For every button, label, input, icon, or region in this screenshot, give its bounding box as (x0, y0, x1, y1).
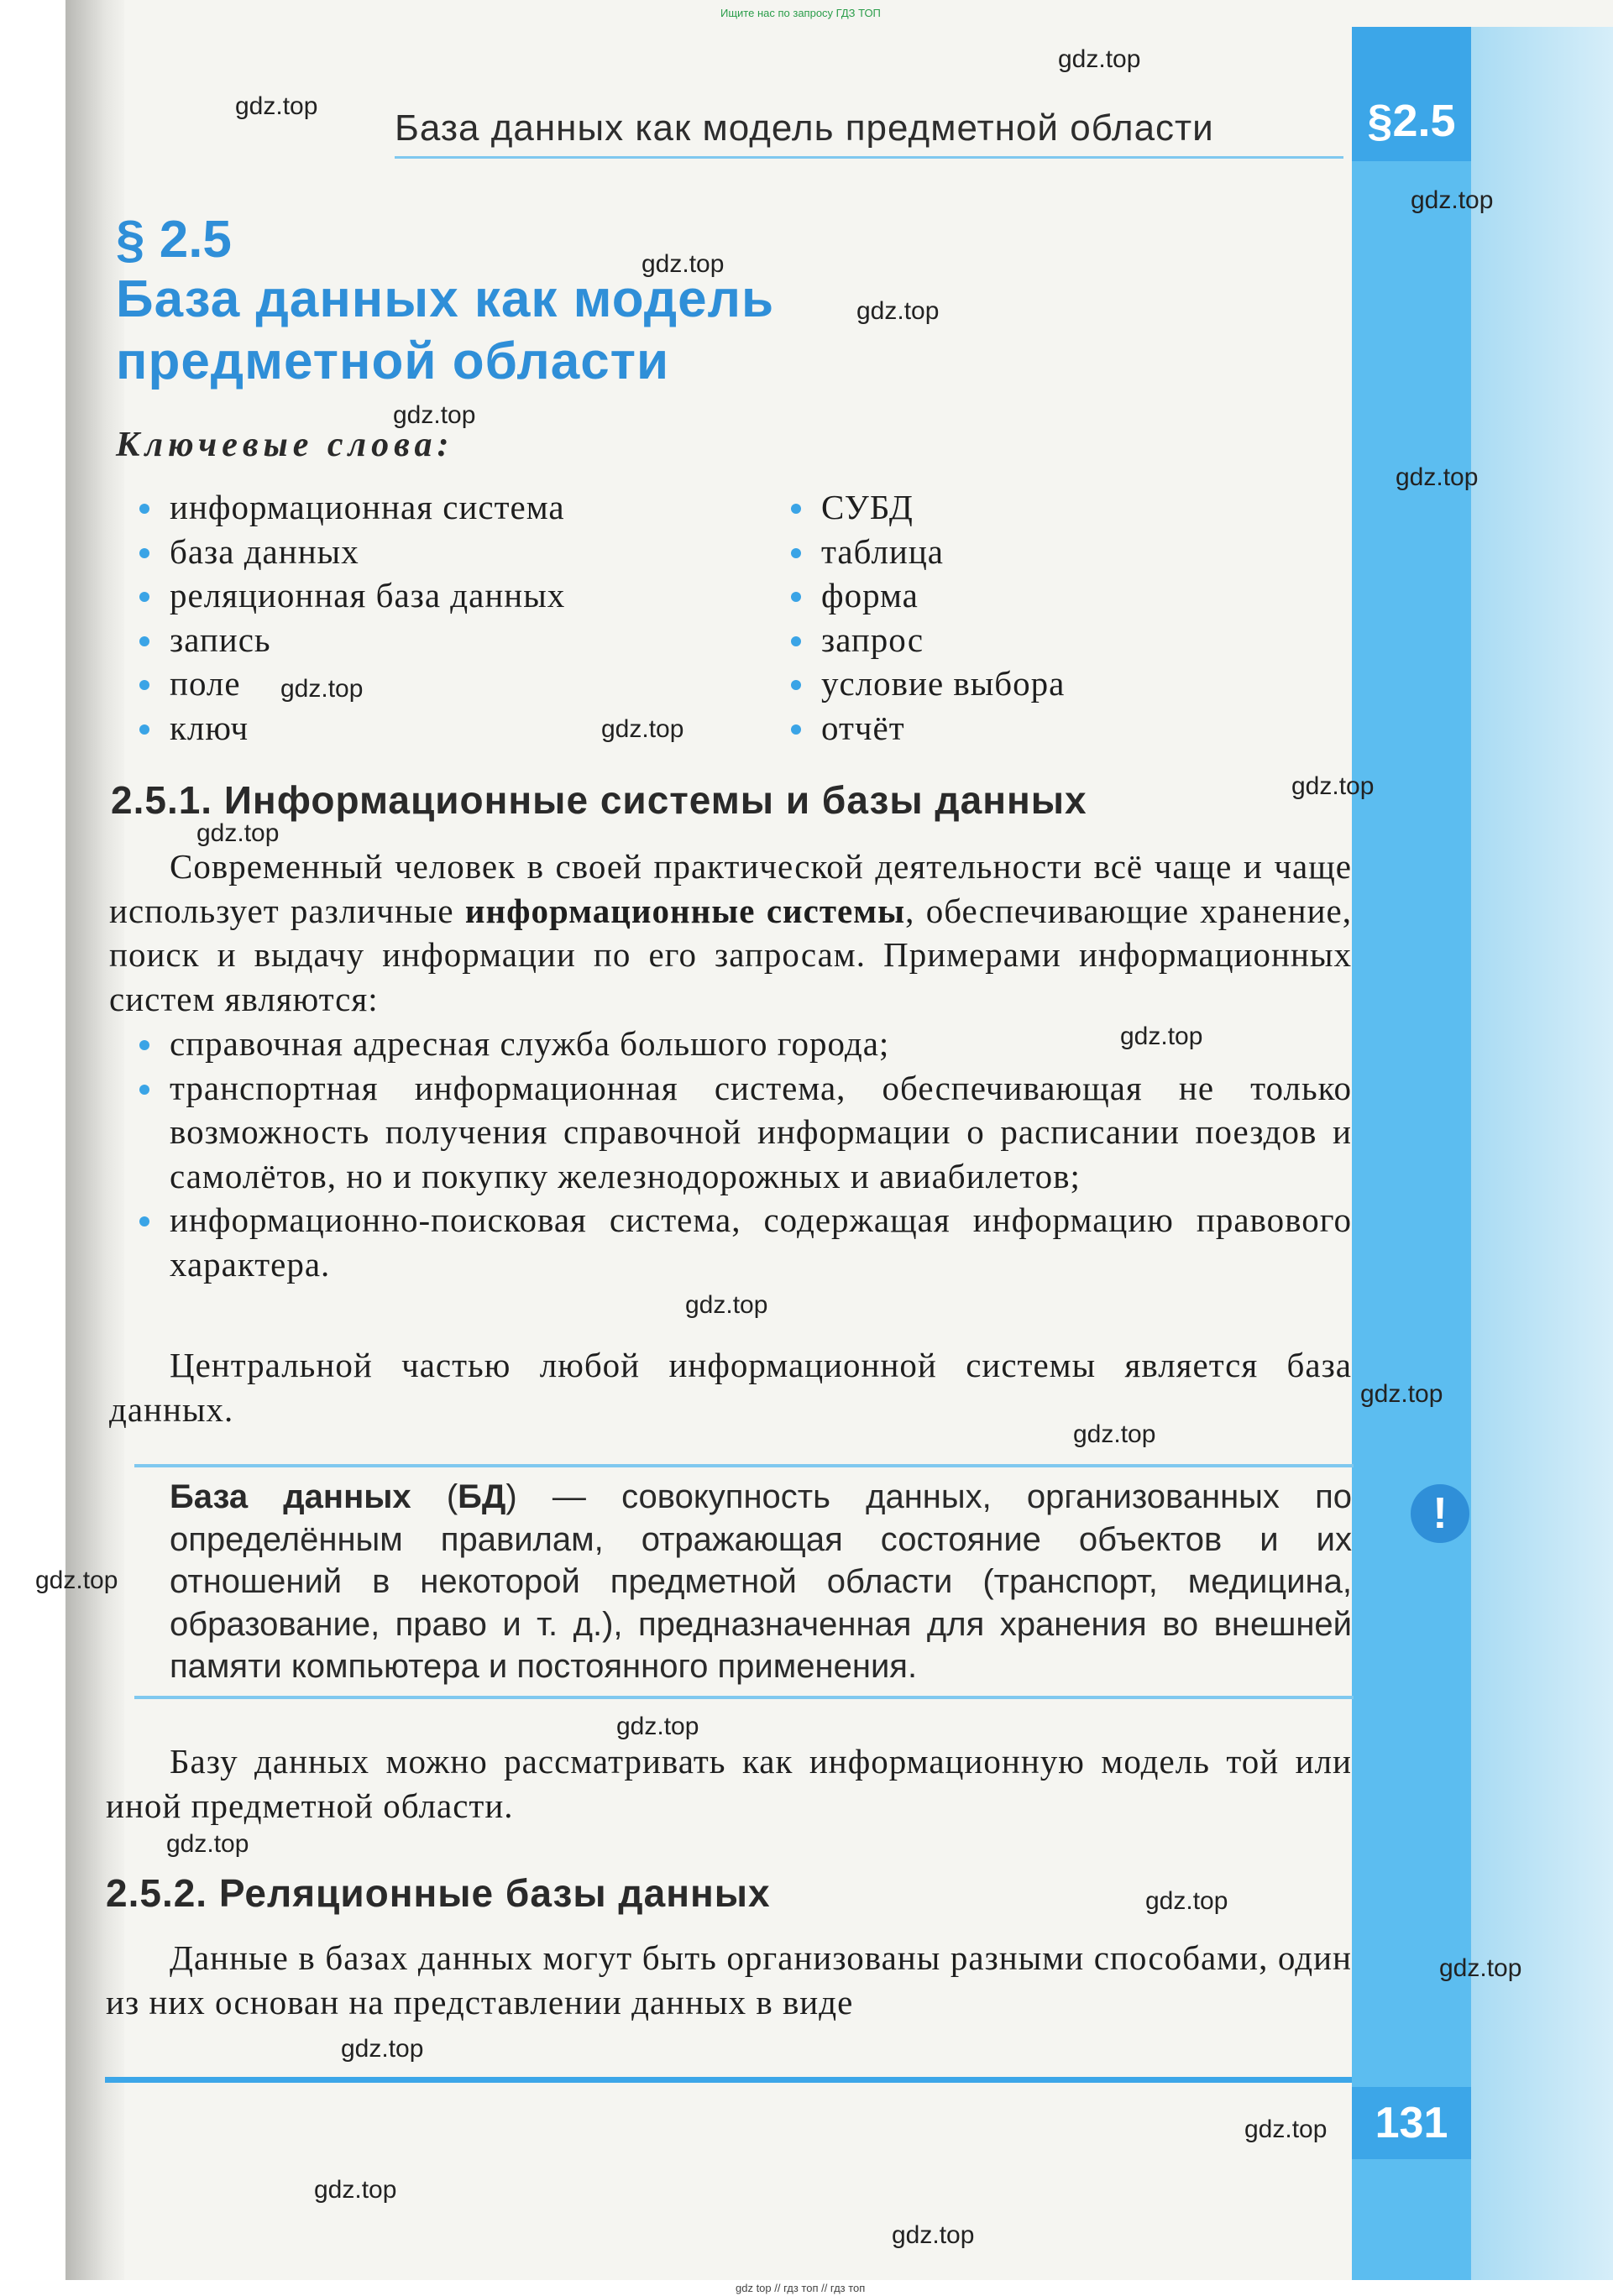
paragraph-1-end: , обеспечивающие хранение, поиск и выдачу информации по его запросам. Примерами информационных систем являются: (109, 891, 1352, 1018)
keyword-item: реляционная база данных (136, 573, 565, 618)
paragraph-2: Центральной частью любой информационной системы является база данных. (109, 1346, 1352, 1429)
watermark: gdz.top (1073, 1420, 1156, 1448)
definition-bottom-rule (134, 1696, 1354, 1699)
example-item: информационно-поисковая система, содержащая информацию правового характера. (136, 1198, 1352, 1286)
example-item: транспортная информационная система, обеспечивающая не только возможность получения справочной информации о расписании поездов и самолётов, но и покупку железнодорожных и авиабилетов; (136, 1066, 1352, 1199)
section-number: § 2.5 (116, 211, 232, 269)
watermark: gdz.top (642, 250, 725, 278)
paragraph-1-start: Современный человек в своей практической деятельности всё чаще и чаще использует различные (109, 847, 1352, 930)
watermark: gdz.top (393, 401, 476, 429)
paragraph-3: Базу данных можно рассматривать как информационную модель той или иной предметной области. (106, 1742, 1352, 1825)
watermark: gdz.top (196, 819, 280, 847)
examples-list (136, 1022, 1352, 1287)
paragraph-4: Данные в базах данных могут быть организованы разными способами, один из них основан на представлении данных в виде (106, 1938, 1352, 2021)
watermark: gdz.top (280, 675, 364, 703)
watermark: gdz.top (616, 1713, 699, 1740)
paragraph-1-term: информационные системы (464, 891, 906, 930)
running-header: База данных как модель предметной области (395, 107, 1214, 149)
example-item: справочная адресная служба большого города; (136, 1022, 1352, 1066)
keyword-item: ключ (136, 706, 565, 751)
keyword-item: таблица (788, 530, 1065, 574)
watermark: gdz.top (601, 715, 684, 743)
watermark: gdz.top (1244, 2116, 1328, 2143)
watermark: gdz.top (166, 1830, 249, 1858)
watermark: gdz.top (314, 2176, 397, 2204)
top-banner[interactable]: Ищите нас по запросу ГДЗ ТОП (720, 7, 881, 19)
watermark: gdz.top (1120, 1022, 1203, 1050)
exclamation-icon: ! (1411, 1484, 1469, 1543)
keyword-item: запись (136, 618, 565, 662)
definition-box: База данных (БД) — совокупность данных, организованных по определённым правилам, отражающая состояние объектов и их отношений в некоторой предметной области (транспорт, медицина, образование, право и т. д.), предназначенная для хранения во внешней памяти компьютера и постоянного применения. (170, 1478, 1353, 1685)
side-strip (1352, 27, 1471, 2280)
keyword-item: информационная система (136, 485, 565, 530)
watermark: gdz.top (1411, 186, 1494, 214)
keyword-item: отчёт (788, 706, 1065, 751)
definition-abbr: БД (458, 1478, 506, 1515)
keyword-item: база данных (136, 530, 565, 574)
keyword-item: условие выбора (788, 662, 1065, 706)
definition-top-rule (134, 1464, 1354, 1467)
watermark: gdz.top (235, 92, 318, 120)
watermark: gdz.top (1396, 463, 1479, 491)
definition-term: База данных (170, 1478, 411, 1515)
bottom-rule (105, 2077, 1352, 2083)
subsection-title-1: 2.5.1. Информационные системы и базы данных (111, 778, 1087, 822)
watermark: gdz.top (1291, 772, 1375, 800)
keyword-item: форма (788, 573, 1065, 618)
watermark: gdz.top (1058, 45, 1141, 73)
header-divider (395, 156, 1343, 159)
keyword-item: СУБД (788, 485, 1065, 530)
watermark: gdz.top (341, 2035, 424, 2063)
section-title: База данных как модель предметной области (116, 270, 775, 390)
watermark: gdz.top (35, 1566, 118, 1594)
watermark: gdz.top (856, 297, 940, 325)
side-strip-edge (1471, 27, 1613, 2280)
keywords-left-list (136, 485, 565, 751)
section-tab: §2.5 (1367, 96, 1456, 146)
paragraph-1 (109, 845, 1352, 1021)
watermark: gdz.top (1439, 1954, 1522, 1982)
watermark: gdz.top (1145, 1887, 1228, 1915)
keyword-item: поле (136, 662, 565, 706)
keywords-title: Ключевые слова: (116, 426, 454, 464)
watermark: gdz.top (892, 2221, 975, 2249)
page-number: 131 (1375, 2099, 1448, 2147)
keyword-item: запрос (788, 618, 1065, 662)
subsection-title-2: 2.5.2. Реляционные базы данных (106, 1871, 771, 1915)
watermark: gdz.top (1360, 1380, 1443, 1408)
definition-text: — совокупность данных, организованных по определённым правилам, отражающая состояние объектов и их отношений в некоторой предметной области (транспорт, медицина, образование, право и т. д.), предназначенная для хранения во внешней памяти компьютера и постоянного применения. (170, 1478, 1353, 1685)
keywords-right-list (788, 485, 1065, 751)
watermark: gdz.top (685, 1291, 768, 1319)
bottom-banner[interactable]: gdz top // гдз топ // гдз топ (736, 2282, 866, 2294)
